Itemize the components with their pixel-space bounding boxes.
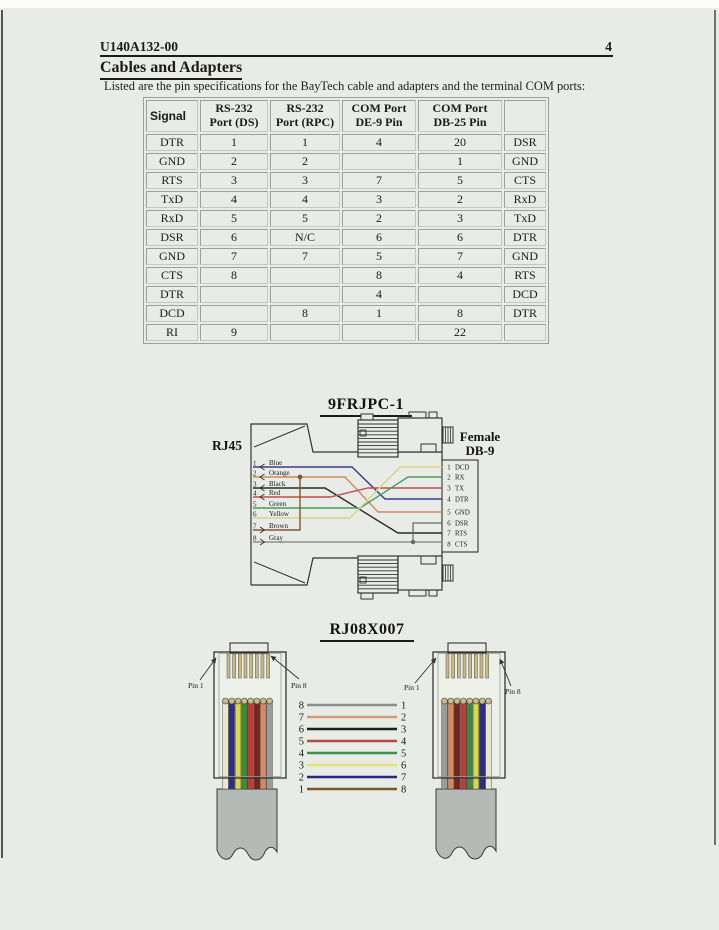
rj45-contact-pin xyxy=(255,654,258,678)
table-cell xyxy=(342,153,416,170)
rj45-wire-color-name: Black xyxy=(269,480,286,488)
table-cell xyxy=(418,286,502,303)
pin-table-header: Signal xyxy=(146,100,198,132)
table-row xyxy=(146,248,546,265)
pin-table-header: RS-232 Port (RPC) xyxy=(270,100,340,132)
table-cell: CTS xyxy=(146,267,198,284)
map-left-pin-number: 8 xyxy=(298,700,304,712)
cable-wire xyxy=(229,700,235,789)
table-cell: 4 xyxy=(200,191,268,208)
table-row xyxy=(146,324,546,341)
adapter-wiring-diagram xyxy=(205,393,520,618)
table-cell: 4 xyxy=(270,191,340,208)
table-cell: 4 xyxy=(342,134,416,151)
wire-tip xyxy=(248,698,254,704)
table-cell: 2 xyxy=(342,210,416,227)
map-left-pin-number: 1 xyxy=(298,784,304,796)
db9-pin-number: 6 xyxy=(447,520,451,528)
db9-shell-top xyxy=(398,412,453,452)
db9-pin-number: 2 xyxy=(447,474,451,482)
table-cell: 8 xyxy=(342,267,416,284)
ground-junction-dot xyxy=(298,475,303,480)
wire-tip xyxy=(467,698,473,704)
table-cell: DCD xyxy=(504,286,546,303)
table-cell: 6 xyxy=(418,229,502,246)
table-cell: 1 xyxy=(342,305,416,322)
table-cell: TxD xyxy=(146,191,198,208)
rj45-wire-color-name: Gray xyxy=(269,534,283,542)
cable-wire xyxy=(473,700,479,789)
table-cell: 4 xyxy=(418,267,502,284)
table-row xyxy=(146,134,546,151)
pin-table-header: COM Port DE-9 Pin xyxy=(342,100,416,132)
rj45-wire-color-name: Blue xyxy=(269,459,283,467)
db9-pin-signal: RX xyxy=(455,474,465,482)
rj45-wire-color-name: Red xyxy=(269,489,281,497)
pin-table-header: RS-232 Port (DS) xyxy=(200,100,268,132)
pin8-label-left-plug: Pin 8 xyxy=(291,681,307,690)
map-right-pin-number: 7 xyxy=(401,772,407,784)
map-right-pin-number: 6 xyxy=(401,760,407,772)
db9-pin-signal: DCD xyxy=(455,464,470,472)
cable-wire xyxy=(442,700,448,789)
rj45-pin-number: 8 xyxy=(253,534,257,543)
table-row xyxy=(146,229,546,246)
table-cell: 5 xyxy=(418,172,502,189)
rj45-pin-number: 4 xyxy=(253,489,257,498)
table-cell: N/C xyxy=(270,229,340,246)
wire-tip xyxy=(235,698,241,704)
db9-pin-number: 1 xyxy=(447,464,451,472)
map-left-pin-number: 4 xyxy=(298,748,304,760)
table-cell: DSR xyxy=(504,134,546,151)
map-right-pin-number: 4 xyxy=(401,736,407,748)
rj45-pin-number: 3 xyxy=(253,480,257,489)
table-cell xyxy=(270,267,340,284)
cable-diagram-title: RJ08X007 xyxy=(320,621,414,642)
table-cell: RI xyxy=(146,324,198,341)
pin-table-header: COM Port DB-25 Pin xyxy=(418,100,502,132)
table-cell: 3 xyxy=(200,172,268,189)
map-left-pin-number: 6 xyxy=(298,724,304,736)
table-cell xyxy=(270,324,340,341)
pin-table-header-row xyxy=(146,100,546,132)
map-left-pin-number: 2 xyxy=(298,772,304,784)
table-cell: 9 xyxy=(200,324,268,341)
table-cell: 2 xyxy=(270,153,340,170)
pin1-label-right-plug: Pin 1 xyxy=(404,683,420,692)
table-cell: RTS xyxy=(504,267,546,284)
table-cell: 20 xyxy=(418,134,502,151)
table-cell: CTS xyxy=(504,172,546,189)
table-cell: 4 xyxy=(342,286,416,303)
rj45-contact-pin xyxy=(238,654,241,678)
cable-wire xyxy=(267,700,273,789)
rj45-wire-color-name: Brown xyxy=(269,522,289,530)
rj45-plug-left xyxy=(214,643,286,860)
db9-shell-bottom xyxy=(398,556,453,596)
rj45-plug-right xyxy=(433,643,505,859)
rj45-contact-pin xyxy=(244,654,247,678)
table-cell: 2 xyxy=(200,153,268,170)
table-cell: 22 xyxy=(418,324,502,341)
cable-wiring-diagram xyxy=(185,640,530,880)
table-cell: GND xyxy=(504,153,546,170)
table-cell: 6 xyxy=(200,229,268,246)
wire-tip xyxy=(448,698,454,704)
table-row xyxy=(146,286,546,303)
wire-tip xyxy=(460,698,466,704)
jumper-junction-dot xyxy=(411,540,415,544)
db9-pin-signal: RTS xyxy=(455,530,468,538)
header-rule xyxy=(100,55,613,57)
cable-wire xyxy=(486,700,492,789)
adapter-diagram-title: 9FRJPC-1 xyxy=(320,396,412,417)
table-cell: RTS xyxy=(146,172,198,189)
db9-pin-signal: TX xyxy=(455,485,465,493)
table-cell xyxy=(200,305,268,322)
rj45-contact-pin xyxy=(474,654,477,678)
rj45-contact-pin xyxy=(250,654,253,678)
table-cell: 2 xyxy=(418,191,502,208)
table-row xyxy=(146,191,546,208)
rj45-contact-pin xyxy=(261,654,264,678)
map-right-pin-number: 5 xyxy=(401,748,407,760)
rj45-pin-number: 7 xyxy=(253,522,257,531)
db9-pin-signal: DTR xyxy=(455,496,469,504)
pin-spec-table xyxy=(143,97,549,344)
table-cell: 8 xyxy=(418,305,502,322)
wire-tip xyxy=(267,698,273,704)
rj45-pin-number: 5 xyxy=(253,500,257,509)
cable-wire xyxy=(448,700,454,789)
table-cell: 3 xyxy=(270,172,340,189)
cable-wire xyxy=(467,700,473,789)
table-cell: 7 xyxy=(418,248,502,265)
table-row xyxy=(146,210,546,227)
rj45-contact-pin xyxy=(233,654,236,678)
wire-tip xyxy=(260,698,266,704)
table-cell: 3 xyxy=(418,210,502,227)
adapter-wire-red xyxy=(253,488,442,497)
table-cell: DTR xyxy=(146,286,198,303)
table-row xyxy=(146,153,546,170)
wire-tip xyxy=(479,698,485,704)
pin8-label-right-plug: Pin 8 xyxy=(505,687,521,696)
db9-pin-number: 5 xyxy=(447,509,451,517)
map-right-pin-number: 3 xyxy=(401,724,407,736)
table-cell: 7 xyxy=(342,172,416,189)
db9-pin-number: 8 xyxy=(447,541,451,549)
rj45-wire-color-name: Yellow xyxy=(269,510,289,518)
cable-wire xyxy=(479,700,485,789)
wire-tip xyxy=(222,698,228,704)
table-cell: 8 xyxy=(200,267,268,284)
table-cell: DTR xyxy=(504,229,546,246)
table-cell: DCD xyxy=(146,305,198,322)
strain-relief-top xyxy=(358,414,398,457)
table-cell: DTR xyxy=(146,134,198,151)
rj45-contact-pin xyxy=(267,654,270,678)
rj45-connector-label: RJ45 xyxy=(212,438,242,453)
table-row xyxy=(146,267,546,284)
db9-pin-number: 4 xyxy=(447,496,451,504)
db9-pin-signal: CTS xyxy=(455,541,468,549)
cable-wire xyxy=(260,700,266,789)
rj45-contact-pin xyxy=(446,654,449,678)
cable-wire xyxy=(235,700,241,789)
table-cell: 8 xyxy=(270,305,340,322)
table-cell: GND xyxy=(504,248,546,265)
rj45-contact-pin xyxy=(227,654,230,678)
db9-label-line1: Female xyxy=(459,429,501,444)
rj45-contact-pin xyxy=(486,654,489,678)
scan-left-edge xyxy=(1,10,3,858)
wire-tip xyxy=(473,698,479,704)
wire-tip xyxy=(229,698,235,704)
rj45-pin-number: 1 xyxy=(253,459,257,468)
cable-wire xyxy=(223,700,229,789)
doc-number: U140A132-00 xyxy=(100,39,178,54)
cable-sheath-right xyxy=(436,789,496,859)
db9-pin-number: 7 xyxy=(447,530,451,538)
table-cell: 7 xyxy=(200,248,268,265)
table-cell: 3 xyxy=(342,191,416,208)
scan-right-edge xyxy=(714,10,716,845)
cable-wire xyxy=(248,700,254,789)
section-title: Cables and Adapters xyxy=(100,59,242,80)
wire-tip xyxy=(254,698,260,704)
scan-top-strip xyxy=(0,0,719,8)
table-cell xyxy=(342,324,416,341)
db9-pin-signal: DSR xyxy=(455,520,469,528)
db9-pin-signal: GND xyxy=(455,509,470,517)
rj45-contact-pin xyxy=(469,654,472,678)
table-cell xyxy=(504,324,546,341)
table-cell: DSR xyxy=(146,229,198,246)
table-cell: 5 xyxy=(270,210,340,227)
map-left-pin-number: 5 xyxy=(298,736,304,748)
table-cell: RxD xyxy=(504,191,546,208)
rj45-contact-pin xyxy=(463,654,466,678)
table-cell: 1 xyxy=(270,134,340,151)
wire-tip xyxy=(454,698,460,704)
pin-table-header xyxy=(504,100,546,132)
map-right-pin-number: 1 xyxy=(401,700,407,712)
db9-label-line2: DB-9 xyxy=(465,443,495,458)
table-cell: GND xyxy=(146,248,198,265)
table-cell xyxy=(200,286,268,303)
rj45-wire-color-name: Orange xyxy=(269,469,290,477)
cable-wire xyxy=(454,700,460,789)
table-cell: 5 xyxy=(200,210,268,227)
rj45-contact-pin xyxy=(457,654,460,678)
rj45-contact-pin xyxy=(480,654,483,678)
table-row xyxy=(146,305,546,322)
table-cell: DTR xyxy=(504,305,546,322)
map-left-pin-number: 3 xyxy=(298,760,304,772)
intro-text: Listed are the pin specifications for the BayTech cable and adapters and the terminal COM ports: xyxy=(104,79,586,93)
cable-wire xyxy=(242,700,248,789)
table-cell: 1 xyxy=(200,134,268,151)
table-cell: TxD xyxy=(504,210,546,227)
map-left-pin-number: 7 xyxy=(298,712,304,724)
rj45-wire-color-name: Green xyxy=(269,500,287,508)
table-cell: GND xyxy=(146,153,198,170)
cable-wire xyxy=(461,700,467,789)
wire-tip xyxy=(486,698,492,704)
map-right-pin-number: 2 xyxy=(401,712,407,724)
cable-sheath-left xyxy=(217,789,277,860)
table-cell xyxy=(270,286,340,303)
table-cell: 6 xyxy=(342,229,416,246)
strain-relief-bottom xyxy=(358,556,398,599)
table-cell: 1 xyxy=(418,153,502,170)
db9-pin-number: 3 xyxy=(447,485,451,493)
table-cell: 5 xyxy=(342,248,416,265)
table-row xyxy=(146,172,546,189)
rj45-contact-pin xyxy=(452,654,455,678)
wire-tip xyxy=(441,698,447,704)
table-cell: RxD xyxy=(146,210,198,227)
rj45-pin-number: 6 xyxy=(253,510,257,519)
wire-tip xyxy=(241,698,247,704)
page-number: 4 xyxy=(605,39,612,54)
map-right-pin-number: 8 xyxy=(401,784,407,796)
pin1-label-left-plug: Pin 1 xyxy=(188,681,204,690)
cable-wire xyxy=(254,700,260,789)
rj45-pin-number: 2 xyxy=(253,469,257,478)
table-cell: 7 xyxy=(270,248,340,265)
